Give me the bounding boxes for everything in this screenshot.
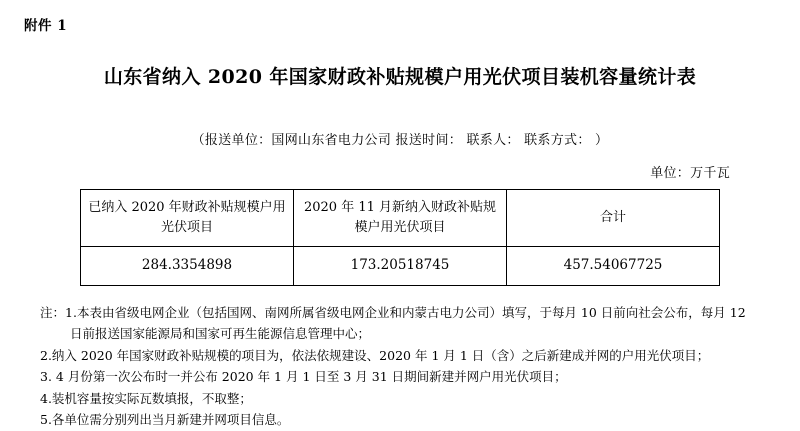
table-header <box>81 189 720 246</box>
table-header-row <box>81 189 720 246</box>
column-header-existing: 已纳入 2020 年财政补贴规模户用光伏项目 <box>81 189 294 246</box>
note-1-continuation: 日前报送国家能源局和国家可再生能源信息管理中心； <box>70 326 371 342</box>
cell-existing-capacity: 284.3354898 <box>81 246 294 285</box>
column-header-total: 合计 <box>507 189 720 246</box>
submit-info-line: （报送单位：国网山东省电力公司 报送时间： 联系人： 联系方式： ） <box>191 132 609 148</box>
unit-label: 单位：万千瓦 <box>650 165 730 181</box>
notes-label: 注： <box>40 304 66 320</box>
note-item-1 <box>40 302 778 324</box>
note-item-3: 3. 4 月份第一次公布时一并公布 2020 年 1 月 1 日至 3 月 31 日期间新建并网户用光伏项目； <box>40 369 567 385</box>
capacity-statistics-table <box>80 189 720 286</box>
cell-new-capacity: 173.20518745 <box>294 246 507 285</box>
notes-section <box>22 302 778 431</box>
table-container <box>22 189 778 286</box>
table-row <box>81 246 720 285</box>
note-item-2: 2.纳入 2020 年国家财政补贴规模的项目为，依法依规建设、2020 年 1 月 1 日（含）之后新建成并网的户用光伏项目； <box>40 347 710 363</box>
table-body <box>81 246 720 285</box>
note-item-5: 5.各单位需分别列出当月新建并网项目信息。 <box>40 412 290 428</box>
column-header-new-november: 2020 年 11 月新纳入财政补贴规模户用光伏项目 <box>294 189 507 246</box>
note-1-text: 1.本表由省级电网企业（包括国网、南网所属省级电网企业和内蒙古电力公司）填写，于每月 10 日前向社会公布，每月 12 <box>65 304 746 320</box>
page-title: 山东省纳入 2020 年国家财政补贴规模户用光伏项目装机容量统计表 <box>103 66 697 88</box>
note-item-4: 4.装机容量按实际瓦数填报，不取整； <box>40 390 252 406</box>
attachment-label: 附件 1 <box>24 18 68 34</box>
cell-total-capacity: 457.54067725 <box>507 246 720 285</box>
